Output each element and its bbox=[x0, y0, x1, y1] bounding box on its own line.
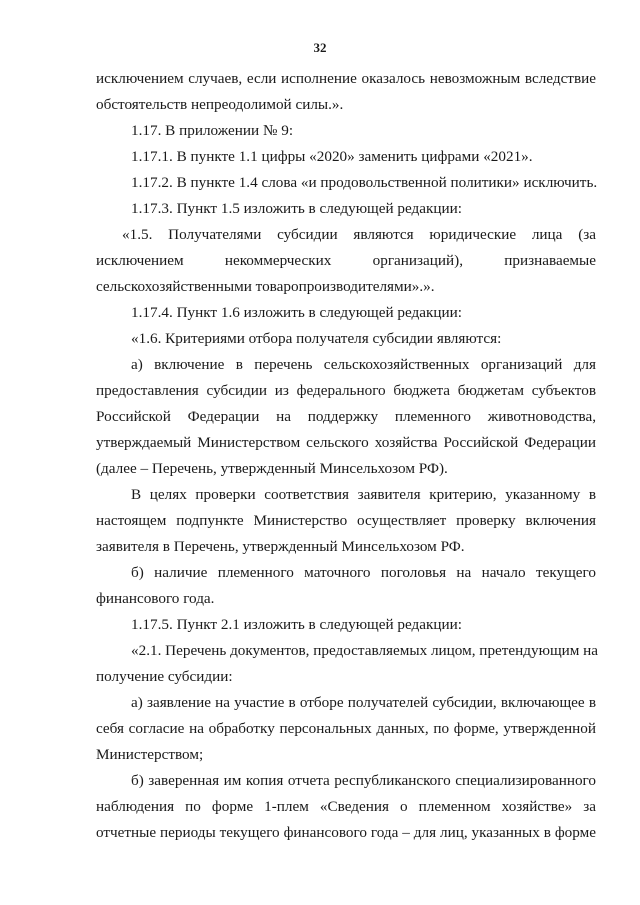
text-line: утверждаемый Министерством сельского хозяйства Российской Федерации bbox=[96, 434, 596, 451]
text-line: исключением случаев, если исполнение оказалось невозможным вследствие bbox=[96, 70, 596, 87]
text-line: 1.17. В приложении № 9: bbox=[131, 122, 294, 139]
text-line: а) включение в перечень сельскохозяйственных организаций для bbox=[131, 356, 596, 373]
text-line: 1.17.4. Пункт 1.6 изложить в следующей редакции: bbox=[131, 304, 462, 321]
text-line: 1.17.3. Пункт 1.5 изложить в следующей редакции: bbox=[131, 200, 462, 217]
text-line: заявителя в Перечень, утвержденный Минсельхозом РФ. bbox=[96, 538, 465, 555]
text-line: сельскохозяйственными товаропроизводителями».». bbox=[96, 278, 435, 295]
text-line: финансового года. bbox=[96, 590, 215, 607]
text-line: отчетные периоды текущего финансового года – для лиц, указанных в форме bbox=[96, 824, 596, 841]
text-line: получение субсидии: bbox=[96, 668, 233, 685]
text-line: 1.17.1. В пункте 1.1 цифры «2020» заменить цифрами «2021». bbox=[131, 148, 533, 165]
text-line: а) заявление на участие в отборе получателей субсидии, включающее в bbox=[131, 694, 596, 711]
text-line: б) заверенная им копия отчета республиканского специализированного bbox=[131, 772, 596, 789]
text-line: исключением некоммерческих организаций), признаваемые bbox=[96, 252, 596, 269]
text-line: Российской Федерации на поддержку племенного животноводства, bbox=[96, 408, 596, 425]
text-line: Министерством; bbox=[96, 746, 204, 763]
text-line: «1.5. Получателями субсидии являются юридические лица (за bbox=[122, 226, 596, 243]
text-line: 1.17.5. Пункт 2.1 изложить в следующей редакции: bbox=[131, 616, 462, 633]
text-line: В целях проверки соответствия заявителя критерию, указанному в bbox=[131, 486, 596, 503]
text-line: себя согласие на обработку персональных данных, по форме, утвержденной bbox=[96, 720, 596, 737]
text-line: «1.6. Критериями отбора получателя субсидии являются: bbox=[131, 330, 502, 347]
text-line: б) наличие племенного маточного поголовья на начало текущего bbox=[131, 564, 596, 581]
text-line: 1.17.2. В пункте 1.4 слова «и продовольственной политики» исключить. bbox=[131, 174, 598, 191]
text-line: (далее – Перечень, утвержденный Минсельхозом РФ). bbox=[96, 460, 448, 477]
page-number: 32 bbox=[313, 40, 327, 55]
text-line: предоставления субсидии из федерального бюджета бюджетам субъектов bbox=[96, 382, 596, 399]
text-line: наблюдения по форме 1-плем «Сведения о племенном хозяйстве» за bbox=[96, 798, 596, 815]
text-line: обстоятельств непреодолимой силы.». bbox=[96, 96, 344, 113]
text-line: настоящем подпункте Министерство осуществляет проверку включения bbox=[96, 512, 596, 529]
text-line: «2.1. Перечень документов, предоставляемых лицом, претендующим на bbox=[131, 642, 599, 659]
